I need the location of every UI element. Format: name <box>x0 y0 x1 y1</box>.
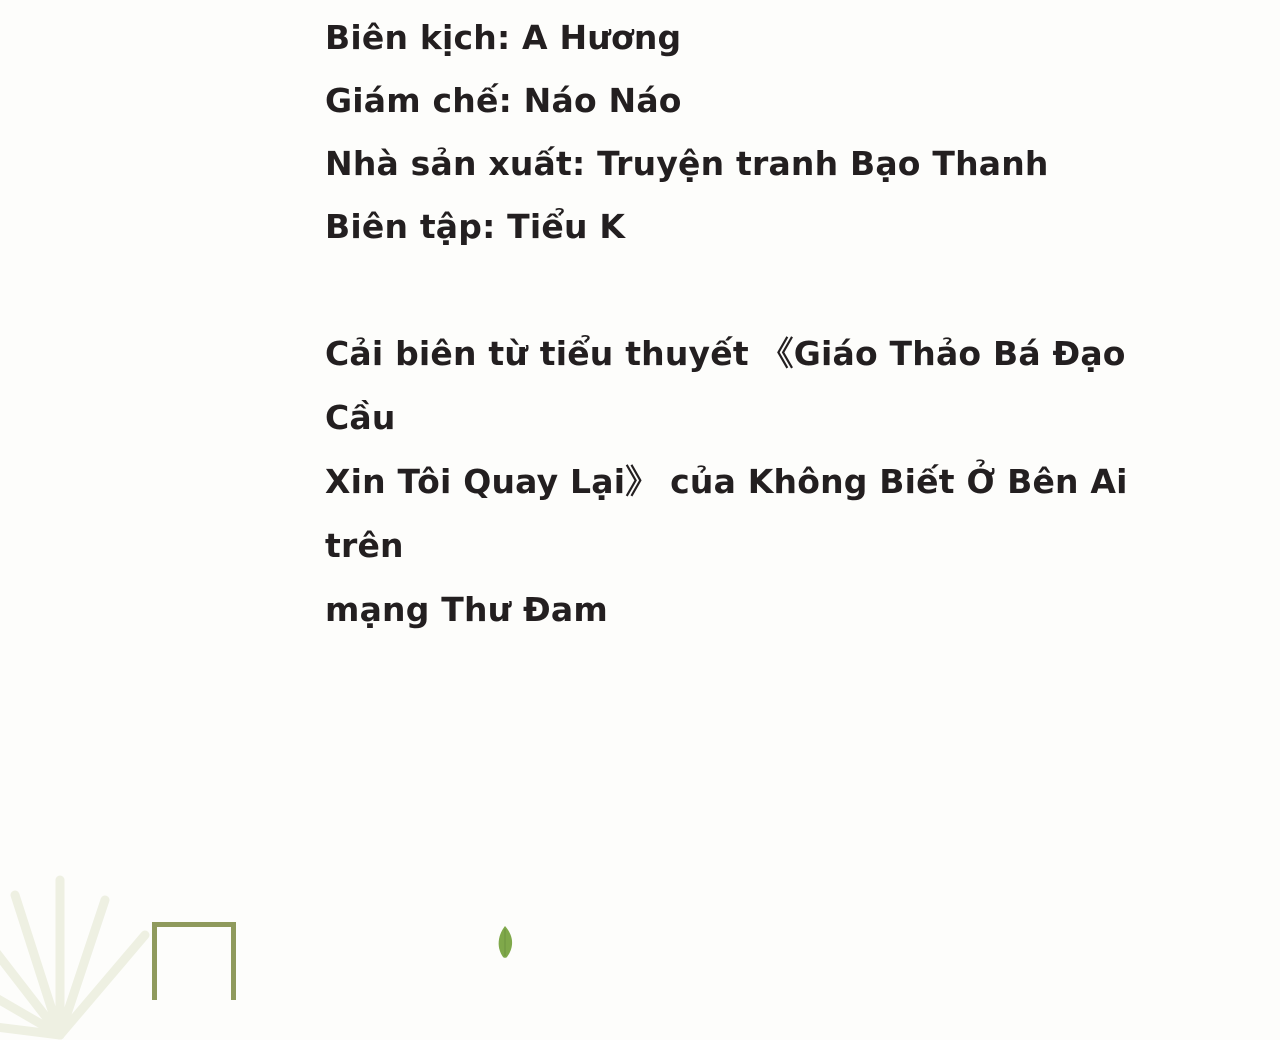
square-frame <box>152 922 236 1000</box>
credit-line-supervisor: Giám chế: Náo Náo <box>325 81 682 120</box>
credit-line-producer: Nhà sản xuất: Truyện tranh Bạo Thanh <box>325 144 1049 183</box>
adaptation-line-3: mạng Thư Đam <box>325 590 608 629</box>
credit-line-screenwriter: Biên kịch: A Hương <box>325 18 682 57</box>
adaptation-note <box>325 322 1135 642</box>
adaptation-line-2: Xin Tôi Quay Lại》 của Không Biết Ở Bên Ai trên <box>325 462 1128 565</box>
light-burst-icon <box>0 840 170 1040</box>
leaf-icon <box>494 926 516 960</box>
credit-line-editor: Biên tập: Tiểu K <box>325 207 626 246</box>
credits-block <box>325 6 1155 258</box>
adaptation-line-1: Cải biên từ tiểu thuyết 《Giáo Thảo Bá Đạo Cầu <box>325 334 1126 437</box>
bottom-decoration <box>0 830 600 1000</box>
